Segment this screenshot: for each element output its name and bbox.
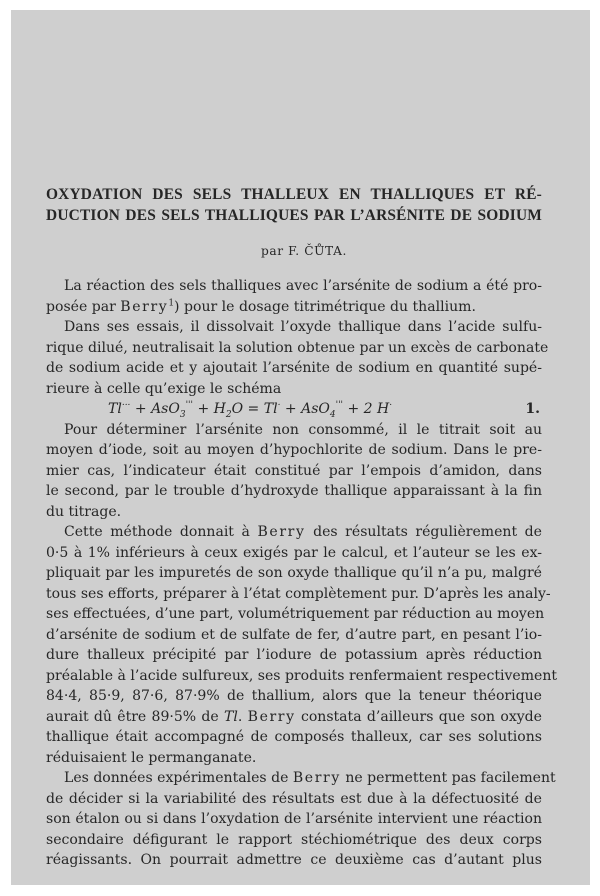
text-line: pliquait par les impuretés de son oxyde thallique qu’il n’a pu, malgré (46, 565, 542, 581)
text-line: moyen d’iode, soit au moyen d’hypochlorite de sodium. Dans le pre- (46, 442, 542, 458)
text-run: constata d’ailleurs que son oxyde (295, 708, 542, 725)
eq-charge: ''' (185, 400, 194, 411)
article-body (46, 276, 558, 871)
text-line: réagissants. On pourrait admettre ce deuxième cas d’autant plus (46, 852, 542, 868)
text-run: . (237, 708, 248, 725)
text-line (46, 297, 542, 318)
text-line: de décider si la variabilité des résultats est due à la défectuosité de (46, 790, 542, 807)
text-run: aurait dû être 89·5% de (46, 708, 225, 725)
eq-term: H (213, 401, 226, 417)
text-line: mier cas, l’indicateur était constitué par l’empois d’amidon, dans (46, 462, 542, 479)
text-line: son étalon ou si dans l’oxydation de l’arsénite intervient une réaction (46, 811, 542, 827)
eq-charge: ··· (121, 400, 131, 411)
author-name-spaced: Berry (247, 708, 296, 725)
eq-term: AsO (151, 401, 180, 417)
text-line: ses effectuées, d’une part, volumétriquement par réduction au moyen (46, 606, 545, 622)
text-line: Dans ses essais, il dissolvait l’oxyde thallique dans l’acide sulfu- (64, 319, 542, 335)
eq-operator: + (193, 401, 214, 417)
footnote-reference[interactable]: 1 (168, 297, 175, 308)
equation-formula (108, 399, 392, 420)
text-run: Les données expérimentales de (64, 770, 293, 786)
eq-subscript: 4 (329, 409, 336, 420)
text-line: tous ses efforts, préparer à l’état complètement pur. D’après les analy- (46, 585, 551, 602)
eq-term: O (231, 401, 244, 417)
eq-operator: + (280, 401, 302, 417)
eq-subscript: 2 (225, 409, 232, 420)
text-line (46, 522, 542, 543)
eq-term: Tl (108, 401, 122, 417)
text-line: 0·5 à 1% inférieurs à ceux exigés par le calcul, et l’auteur se les ex- (46, 544, 542, 561)
text-line: rique dilué, neutralisait la solution obtenue par un excès de carbonate (46, 339, 549, 356)
text-line (46, 768, 556, 789)
author-name-spaced: Berry (292, 770, 341, 786)
eq-term: AsO (301, 401, 330, 417)
equation-number: 1. (525, 401, 540, 417)
title-line-1: OXYDATION DES SELS THALLEUX EN THALLIQUES ET RÉ- (46, 186, 542, 203)
text-line: dure thalleux précipité par l’iodure de potassium après réduction (46, 647, 542, 663)
eq-charge: · (277, 400, 281, 411)
text-run: des résultats régulièrement de (305, 524, 542, 540)
eq-charge: ''' (335, 400, 344, 411)
element-symbol: Tl (224, 708, 238, 725)
text-run: posée par (46, 298, 121, 315)
text-line: rieure à celle qu’exige le schéma (46, 380, 282, 397)
scanned-page (11, 10, 590, 885)
eq-operator: = (243, 401, 264, 417)
article-title (46, 184, 542, 226)
eq-subscript: 3 (179, 409, 186, 420)
text-line: du titrage. (46, 503, 122, 520)
text-run: ) pour le dosage titrimétrique du thallium. (174, 298, 476, 315)
author-byline: par F. ČŮTA. (260, 244, 347, 258)
eq-term: Tl (263, 401, 278, 417)
text-line: le second, par le trouble d’hydroxyde thallique apparaissant à la fin (46, 483, 542, 499)
text-line: réduisaient le permanganate. (46, 749, 257, 766)
text-line: préalable à l’acide sulfureux, ses produits renfermaient respectivement (46, 667, 558, 684)
text-line: La réaction des sels thalliques avec l’arsénite de sodium a été pro- (64, 278, 542, 294)
text-line: Pour déterminer l’arsénite non consommé, il le titrait soit au (64, 421, 542, 438)
text-run: Cette méthode donnait à (64, 524, 258, 540)
text-line: secondaire défigurant le rapport stéchiométrique des deux corps (46, 831, 542, 848)
eq-charge: · (389, 400, 393, 411)
eq-term: H (377, 401, 390, 417)
text-line: de sodium acide et y ajoutait l’arsénite de sodium en quantité supé- (46, 360, 542, 376)
author-name-spaced: Berry (120, 298, 169, 315)
eq-operator: + (130, 401, 152, 417)
text-run: ne permettent pas facilement (340, 770, 556, 786)
author-name-spaced: Berry (257, 524, 306, 540)
text-line: 84·4, 85·9, 87·6, 87·9% de thallium, alors que la teneur théorique (46, 688, 542, 704)
text-line (46, 707, 542, 728)
text-line: thallique était accompagné de composés thalleux, car ses solutions (46, 729, 542, 745)
chemical-equation (46, 399, 542, 420)
eq-operator: + 2 (343, 401, 378, 417)
text-line: d’arsénite de sodium et de sulfate de fer, d’autre part, en pesant l’io- (46, 626, 542, 643)
title-line-2: DUCTION DES SELS THALLIQUES PAR L’ARSÉNITE DE SODIUM (46, 207, 542, 224)
